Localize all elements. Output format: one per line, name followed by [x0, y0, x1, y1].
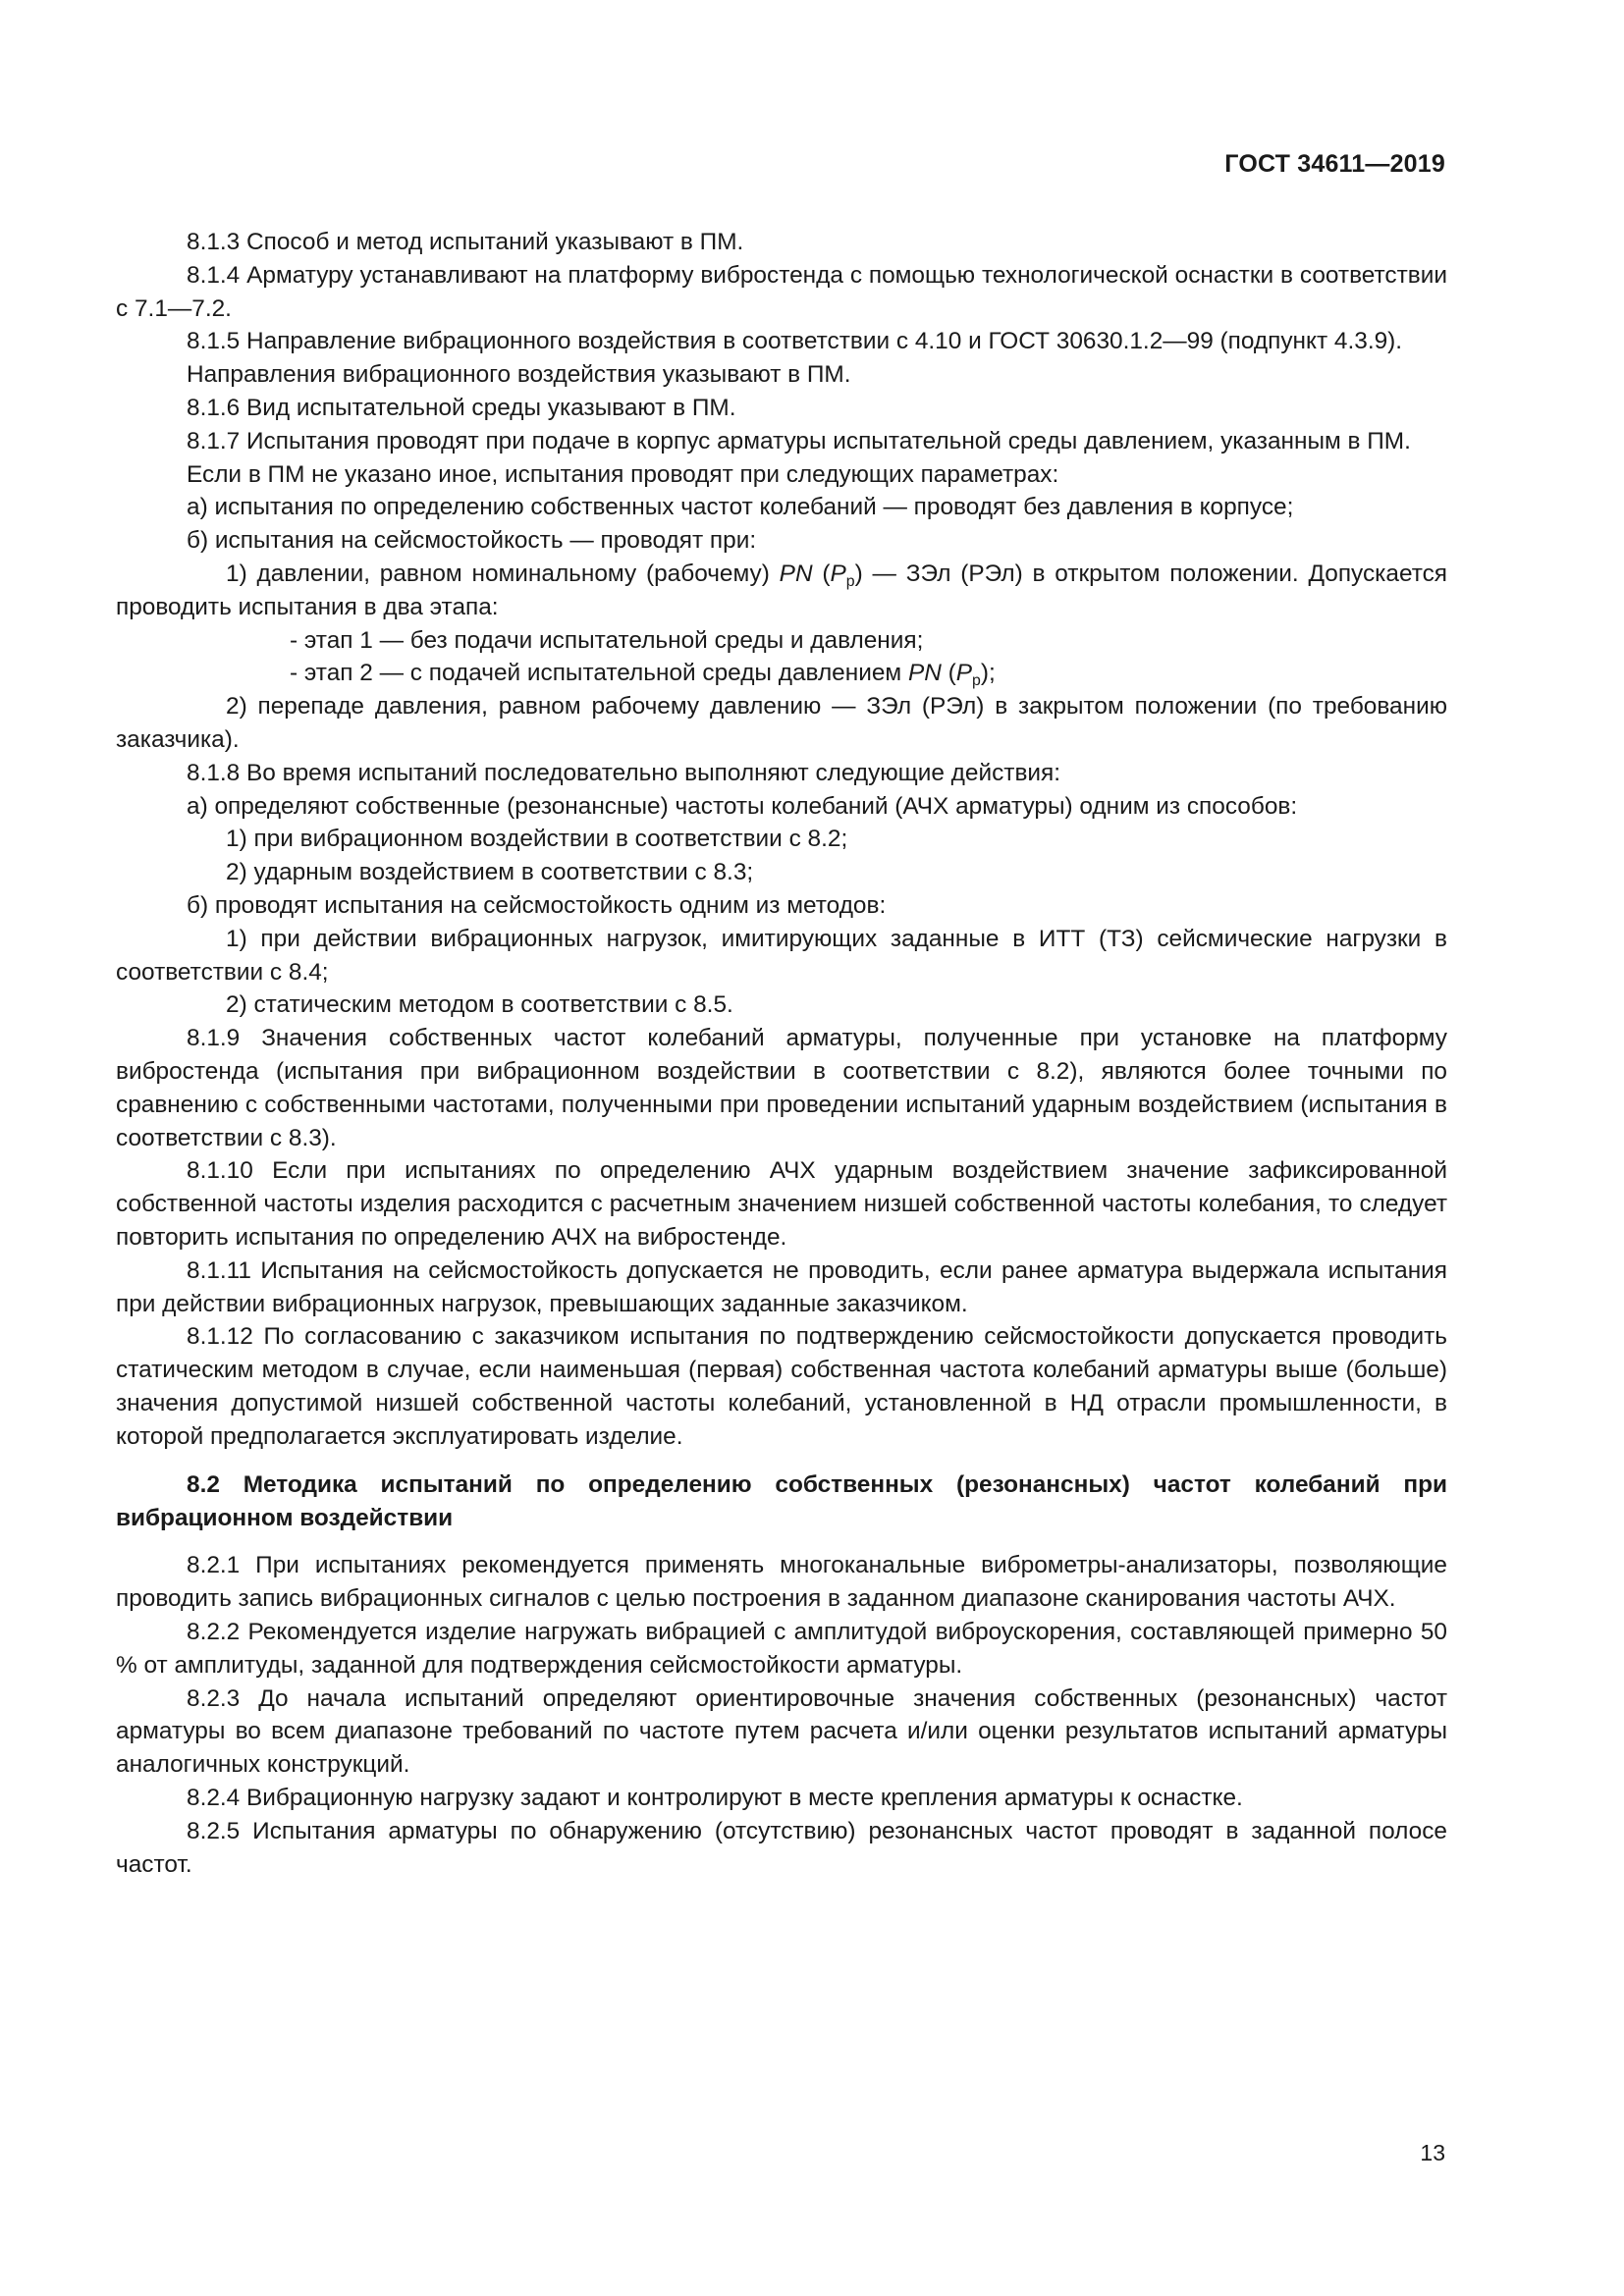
list-item-b-2: 2) перепаде давления, равном рабочему давлению — ЗЭл (РЭл) в закрытом положении (по требованию заказчика).: [116, 693, 1447, 753]
clause-8-1-5-note: Направления вибрационного воздействия указывают в ПМ.: [187, 361, 851, 389]
stage-1: - этап 1 — без подачи испытательной среды и давления;: [290, 626, 924, 654]
clause-8-1-8-a: а) определяют собственные (резонансные) частоты колебаний (АЧХ арматуры) одним из способов:: [187, 792, 1298, 820]
pressure-subscript: р: [845, 572, 855, 590]
clause-8-1-8-b: б) проводят испытания на сейсмостойкость одним из методов:: [187, 891, 887, 919]
clause-8-2-5: 8.2.5 Испытания арматуры по обнаружению (отсутствию) резонансных частот проводят в заданной полосе частот.: [116, 1817, 1447, 1878]
clause-8-2-3: 8.2.3 До начала испытаний определяют ориентировочные значения собственных (резонансных) частот арматуры во всем диапазоне требований по частоте путем расчета и/или оценки результатов испытаний арматуры аналогичных конструкций.: [116, 1684, 1447, 1779]
page-number: 13: [1420, 2140, 1445, 2165]
clause-8-1-6: 8.1.6 Вид испытательной среды указывают в ПМ.: [187, 394, 736, 421]
nominal-pressure-symbol: PN: [907, 660, 942, 687]
document-code: ГОСТ 34611—2019: [1224, 150, 1445, 178]
clause-8-1-10: 8.1.10 Если при испытаниях по определению АЧХ ударным воздействием значение зафиксированной собственной частоты изделия расходится с расчетным значением низшей собственной частоты колебания, то следует повторить испытания по определению АЧХ на вибростенде.: [116, 1157, 1447, 1251]
clause-8-1-8: 8.1.8 Во время испытаний последовательно выполняют следующие действия:: [187, 759, 1061, 786]
clause-8-1-5: 8.1.5 Направление вибрационного воздействия в соответствии с 4.10 и ГОСТ 30630.1.2—99 (подпункт 4.3.9).: [187, 328, 1403, 355]
pressure-subscript: р: [972, 672, 981, 690]
clause-8-2-4: 8.2.4 Вибрационную нагрузку задают и контролируют в месте крепления арматуры к оснастке.: [187, 1785, 1243, 1812]
pressure-symbol: P: [830, 560, 846, 587]
section-heading-8-2: 8.2 Методика испытаний по определению собственных (резонансных) частот колебаний при вибрационном воздействии: [116, 1471, 1447, 1532]
clause-8-2-2: 8.2.2 Рекомендуется изделие нагружать вибрацией с амплитудой виброускорения, составляющей примерно 50 % от амплитуды, заданной для подтверждения сейсмостойкости арматуры.: [116, 1619, 1447, 1679]
clause-8-1-12: 8.1.12 По согласованию с заказчиком испытания по подтверждению сейсмостойкости допускается проводить статическим методом в случае, если наименьшая (первая) собственная частота колебаний арматуры выше (больше) значения допустимой низшей собственной частоты колебаний, установленной в НД отрасли промышленности, в которой предполагается эксплуатировать изделие.: [116, 1323, 1447, 1450]
clause-8-1-7: 8.1.7 Испытания проводят при подаче в корпус арматуры испытательной среды давлением, указанным в ПМ.: [187, 427, 1411, 454]
clause-8-1-7-params: Если в ПМ не указано иное, испытания проводят при следующих параметрах:: [187, 460, 1059, 488]
clause-8-1-11: 8.1.11 Испытания на сейсмостойкость допускается не проводить, если ранее арматура выдержала испытания при действии вибрационных нагрузок, превышающих заданные заказчиком.: [116, 1256, 1447, 1317]
list-item-a: а) испытания по определению собственных частот колебаний — проводят без давления в корпусе;: [187, 494, 1294, 521]
clause-8-2-1: 8.2.1 При испытаниях рекомендуется применять многоканальные виброметры-анализаторы, позволяющие проводить запись вибрационных сигналов с целью построения в заданном диапазоне сканирования частоты АЧХ.: [116, 1552, 1447, 1613]
list-item-b-1: 1) давлении, равном номинальному (рабочему) PN $(P_р)$ — ЗЭл (РЭл) в открытом положении. Допускается проводить испытания в два этапа:: [116, 560, 1447, 620]
list-item-b: б) испытания на сейсмостойкость — проводят при:: [187, 527, 757, 555]
pressure-symbol: P: [955, 660, 973, 687]
clause-8-1-4: 8.1.4 Арматуру устанавливают на платформу вибростенда с помощью технологической оснастки в соответствии с 7.1—7.2.: [116, 261, 1447, 322]
clause-8-1-8-b-2: 2) статическим методом в соответствии с 8.5.: [226, 991, 733, 1019]
clause-8-1-8-b-1: 1) при действии вибрационных нагрузок, имитирующих заданные в ИТТ (ТЗ) сейсмические нагрузки в соответствии с 8.4;: [116, 925, 1447, 986]
page-body: [116, 226, 1447, 1881]
clause-8-1-8-a-2: 2) ударным воздействием в соответствии с 8.3;: [226, 859, 754, 886]
clause-8-1-3: 8.1.3 Способ и метод испытаний указывают в ПМ.: [187, 229, 744, 255]
clause-8-1-9: 8.1.9 Значения собственных частот колебаний арматуры, полученные при установке на платформу вибростенда (испытания при вибрационном воздействии в соответствии с 8.2), являются более точными по сравнению с собственными частотами, полученными при проведении испытаний ударным воздействием (испытания в соответствии с 8.3).: [116, 1025, 1447, 1151]
nominal-pressure-symbol: PN: [779, 560, 813, 587]
stage-2: - этап 2 — с подачей испытательной среды давлением PN $(P_р)$;: [290, 660, 996, 690]
clause-8-1-8-a-1: 1) при вибрационном воздействии в соответствии с 8.2;: [226, 826, 848, 853]
